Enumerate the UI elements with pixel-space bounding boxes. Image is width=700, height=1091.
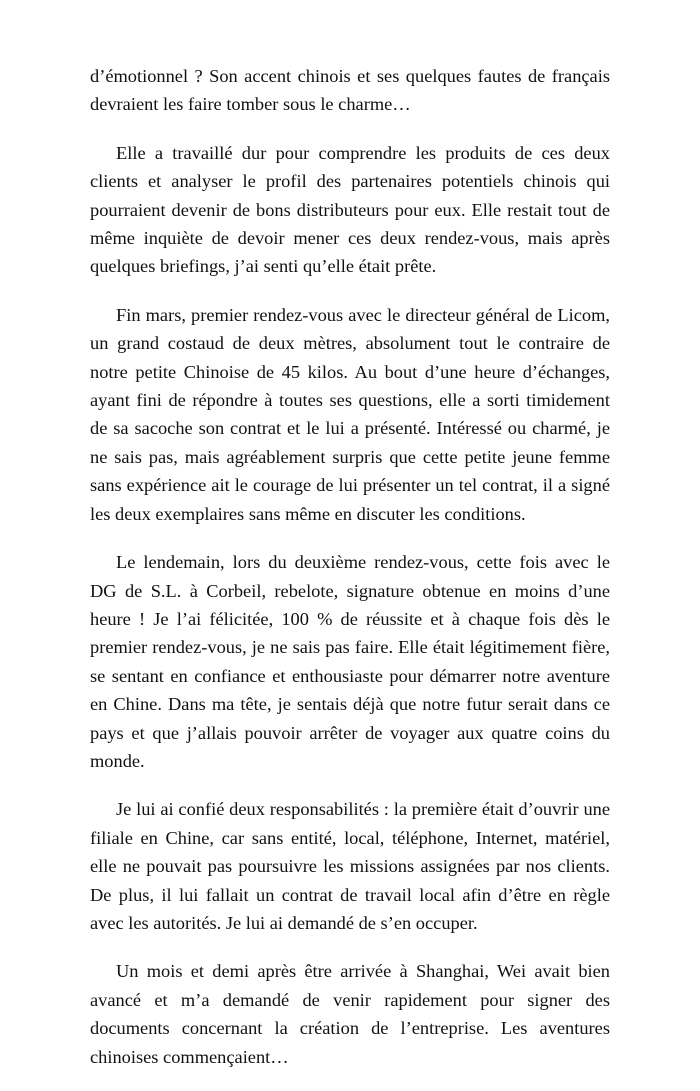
paragraph-1: d’émotionnel ? Son accent chinois et ses quelques fautes de français devraient les faire tomber sous le charme… <box>90 66 610 115</box>
paragraph-4: Le lendemain, lors du deuxième rendez-vous, cette fois avec le DG de S.L. à Corbeil, rebelote, signature obtenue en moins d’une heure ! Je l’ai félicitée, 100 % de réussite et à chaque fois dès le premier rendez-vous, je ne sais pas faire. Elle était légitimement fière, se sentant en confiance et enthousiaste pour démarrer notre aventure en Chine. Dans ma tête, je sentais déjà que notre futur serait dans ce pays et que j’allais pouvoir arrêter de voyager aux quatre coins du monde. <box>90 552 610 771</box>
paragraph-6: Un mois et demi après être arrivée à Shanghai, Wei avait bien avancé et m’a demandé de venir rapidement pour signer des documents concernant la création de l’entreprise. Les aventures chinoises commençaient… <box>90 961 610 1067</box>
paragraph-3: Fin mars, premier rendez-vous avec le directeur général de Licom, un grand costaud de deux mètres, absolument tout le contraire de notre petite Chinoise de 45 kilos. Au bout d’une heure d’échanges, ayant fini de répondre à toutes ses questions, elle a sorti timidement de sa sacoche son contrat et le lui a présenté. Intéressé ou charmé, je ne sais pas, mais agréablement surpris que cette petite jeune femme sans expérience ait le courage de lui présenter un tel contrat, il a signé les deux exemplaires sans même en discuter les conditions. <box>90 304 610 524</box>
document-page <box>90 62 610 1091</box>
paragraph-2: Elle a travaillé dur pour comprendre les produits de ces deux clients et analyser le profil des partenaires potentiels chinois qui pourraient devenir de bons distributeurs pour eux. Elle restait tout de même inquiète de devoir mener ces deux rendez-vous, mais après quelques briefings, j’ai senti qu’elle était prête. <box>90 142 610 277</box>
paragraph-5: Je lui ai confié deux responsabilités : la première était d’ouvrir une filiale en Chine, car sans entité, local, téléphone, Internet, matériel, elle ne pouvait pas poursuivre les missions assignées par nos clients. De plus, il lui fallait un contrat de travail local afin d’être en règle avec les autorités. Je lui ai demandé de s’en occuper. <box>90 799 610 933</box>
